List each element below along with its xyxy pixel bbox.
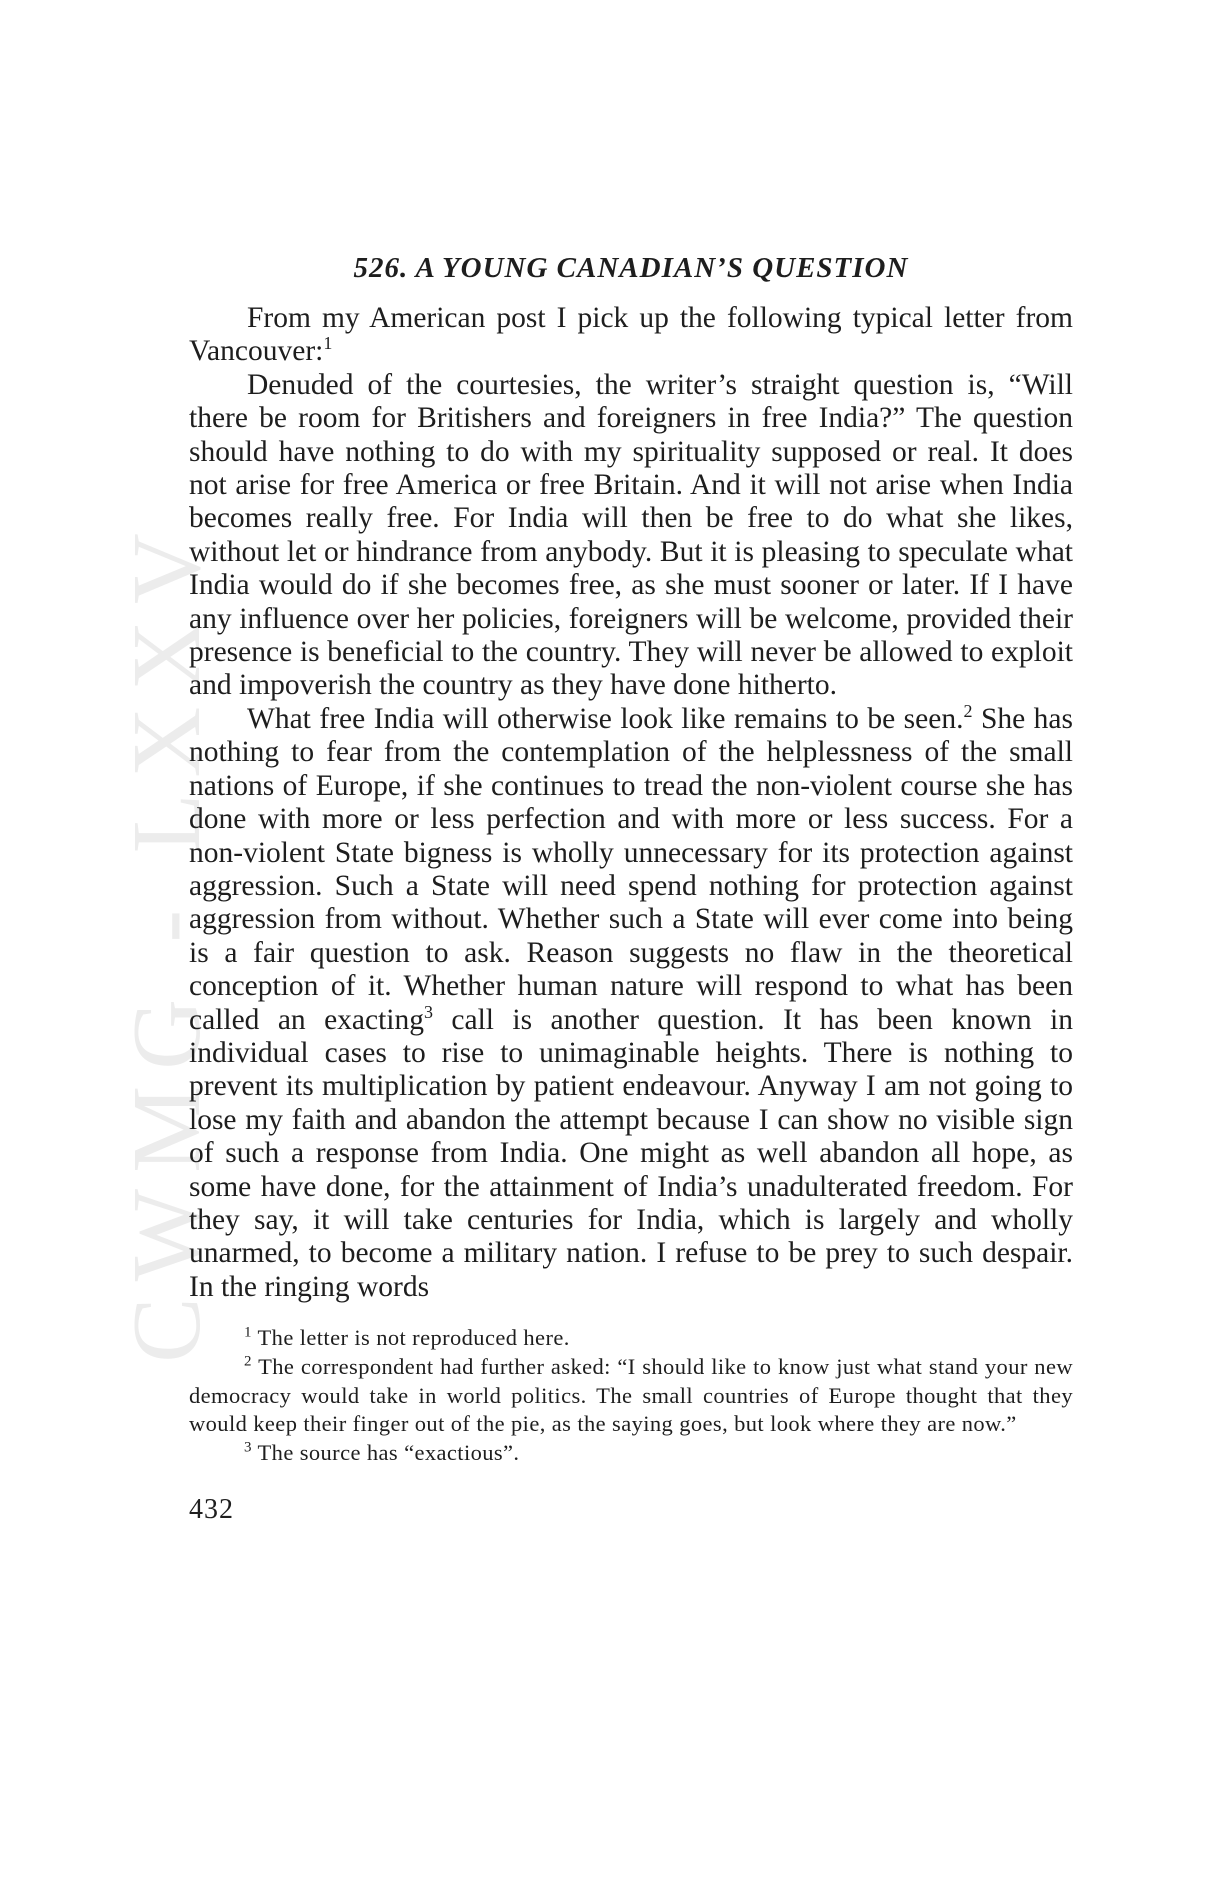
article-body [189,302,1073,1304]
watermark-text: CWMG - LXXV [113,517,221,1363]
footnote-ref: 2 [963,701,973,722]
footnote-ref: 1 [323,333,333,354]
footnote-marker: 2 [244,1353,252,1370]
footnotes [189,1324,1073,1468]
paragraph-text: call is another question. It has been known in individual cases to rise to unimaginable heights. There is nothing to prevent its multiplication by patient endeavour. Anyway I am not going to lose my faith and abandon the attempt because I can show no visible sign of such a response from India. One might as well abandon all hope, as some have done, for the attainment of India’s unadulterated freedom. For they say, it will take centuries for India, which is largely and wholly unarmed, to become a military nation. I refuse to be prey to such despair. In the ringing words [189,1003,1073,1303]
footnote-marker: 1 [244,1324,252,1341]
page-number: 432 [189,1493,234,1525]
footnote-ref: 3 [424,1001,433,1022]
paragraph [189,703,1073,1304]
footnote-text: The source has “exactious”. [251,1440,520,1465]
paragraph-text: Denuded of the courtesies, the writer’s straight question is, “Will there be room for Britishers and foreigners in free India?” The question should have nothing to do with my spirituality supposed or real. It does not arise for free America or free Britain. And it will not arise when India becomes really free. For India will then be free to do what she likes, without let or hindrance from anybody. But it is pleasing to speculate what India would do if she becomes free, as she must sooner or later. If I have any influence over her policies, foreigners will be welcome, provided their presence is beneficial to the country. They will never be allowed to exploit and impoverish the country as they have done hitherto. [189,368,1073,702]
footnote-marker: 3 [244,1439,252,1456]
paragraph [189,302,1073,369]
footnote-text: The letter is not reproduced here. [251,1325,570,1351]
paragraph-text: What free India will otherwise look like remains to be seen. [247,702,964,735]
footnote [189,1353,1073,1439]
paragraph-text: She has nothing to fear from the contemplation of the helplessness of the small nations of Europe, if she continues to tread the non-violent course she has done with more or less perfection and with more or less success. For a non-violent State bigness is wholly unnecessary for its protection against aggression. Such a State will need spend nothing for protection against aggression from without. Whether such a State will ever come into being is a fair question to ask. Reason suggests no flaw in the theoretical conception of it. Whether human nature will respond to what has been called an exacting [189,702,1074,1036]
footnote-text: The correspondent had further asked: “I should like to know just what stand your new democracy would take in world politics. The small countries of Europe thought that they would keep their finger out of the pie, as the saying goes, but look where they are now.” [189,1353,1073,1437]
footnote [189,1439,1073,1468]
footnote [189,1324,1073,1353]
paragraph [189,369,1073,703]
paragraph-text: From my American post I pick up the following typical letter from Vancouver: [189,302,1073,368]
article-title: 526. A YOUNG CANADIAN’S QUESTION [353,252,909,284]
page [189,248,1073,1526]
